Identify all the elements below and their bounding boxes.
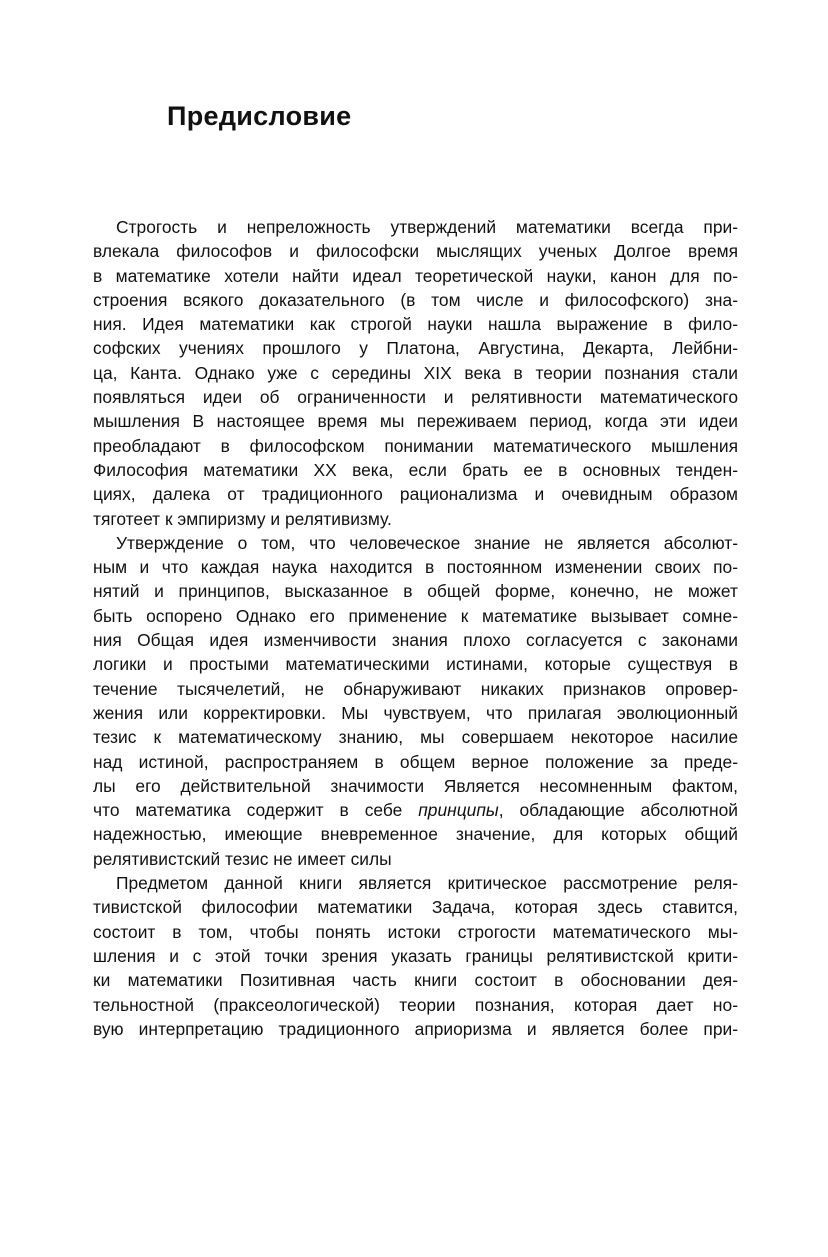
paragraph-2 — [93, 531, 738, 871]
text-line: релятивистский тезис не имеет силы — [93, 848, 392, 869]
emphasized-word: принципы — [418, 800, 499, 821]
text-line: появляться идеи об ограниченности и релятивности математического — [93, 387, 738, 408]
text-line: ки математики Позитивная часть книги состоит в обосновании дея- — [93, 970, 738, 991]
text-line: ным и что каждая наука находится в постоянном изменении своих по- — [93, 557, 738, 578]
text-line: Философия математики XX века, если брать ее в основных тенден- — [93, 459, 738, 480]
text-line: тезис к математическому знанию, мы совершаем некоторое насилие — [93, 727, 738, 748]
text-line: мышления В настоящее время мы переживаем период, когда эти идеи — [93, 411, 738, 432]
text-line: вую интерпретацию традиционного априоризма и является более при- — [93, 1018, 738, 1039]
text-fragment: , обладающие абсолютной — [498, 800, 738, 821]
text-line: тельностной (праксеологической) теории познания, которая дает но- — [93, 994, 738, 1015]
text-line: течение тысячелетий, не обнаруживают никаких признаков опровер- — [93, 678, 738, 699]
text-line: быть оспорено Однако его применение к математике вызывает сомне- — [93, 605, 738, 626]
paragraph-3 — [93, 871, 738, 1041]
text-line: тяготеет к эмпиризму и релятивизму. — [93, 508, 392, 529]
text-line: состоит в том, чтобы понять истоки строгости математического мы- — [93, 921, 738, 942]
text-line: строения всякого доказательного (в том числе и философского) зна- — [93, 289, 738, 310]
text-line: тивистской философии математики Задача, которая здесь ставится, — [93, 897, 738, 918]
text-line: ния Общая идея изменчивости знания плохо согласуется с законами — [93, 630, 738, 651]
text-line-emphasis — [93, 798, 738, 822]
text-line: Утверждение о том, что человеческое знание не является абсолют- — [116, 532, 738, 553]
text-line: циях, далека от традиционного рационализма и очевидным образом — [93, 484, 738, 505]
text-line: преобладают в философском понимании математического мышления — [93, 435, 738, 456]
text-line: Строгость и непреложность утверждений математики всегда при- — [116, 217, 738, 237]
text-line: влекала философов и философски мыслящих ученых Долгое время — [93, 241, 738, 262]
text-line: ца, Канта. Однако уже с середины XIX века в теории познания стали — [93, 362, 738, 383]
body-text — [93, 215, 738, 1041]
text-fragment: что математика содержит в себе — [93, 800, 419, 821]
text-line: логики и простыми математическими истинами, которые существуя в — [93, 654, 738, 675]
text-line: в математике хотели найти идеал теоретической науки, канон для по- — [93, 265, 738, 286]
text-line: Предметом данной книги является критическое рассмотрение реля- — [116, 873, 738, 894]
text-line: софских учениях прошлого у Платона, Августина, Декарта, Лейбни- — [93, 338, 738, 359]
page-title: Предисловие — [167, 101, 352, 131]
text-line: над истиной, распространяем в общем верное положение за преде- — [93, 751, 738, 772]
text-line: шления и с этой точки зрения указать границы релятивистской крити- — [93, 945, 738, 966]
text-line: ния. Идея математики как строгой науки нашла выражение в фило- — [93, 314, 738, 335]
text-line: лы его действительной значимости Является несомненным фактом, — [93, 775, 738, 796]
text-line: надежностью, имеющие вневременное значение, для которых общий — [93, 824, 738, 845]
paragraph-1 — [93, 215, 738, 531]
text-line: нятий и принципов, высказанное в общей форме, конечно, не может — [93, 581, 738, 602]
text-line: жения или корректировки. Мы чувствуем, что прилагая эволюционный — [93, 702, 738, 723]
